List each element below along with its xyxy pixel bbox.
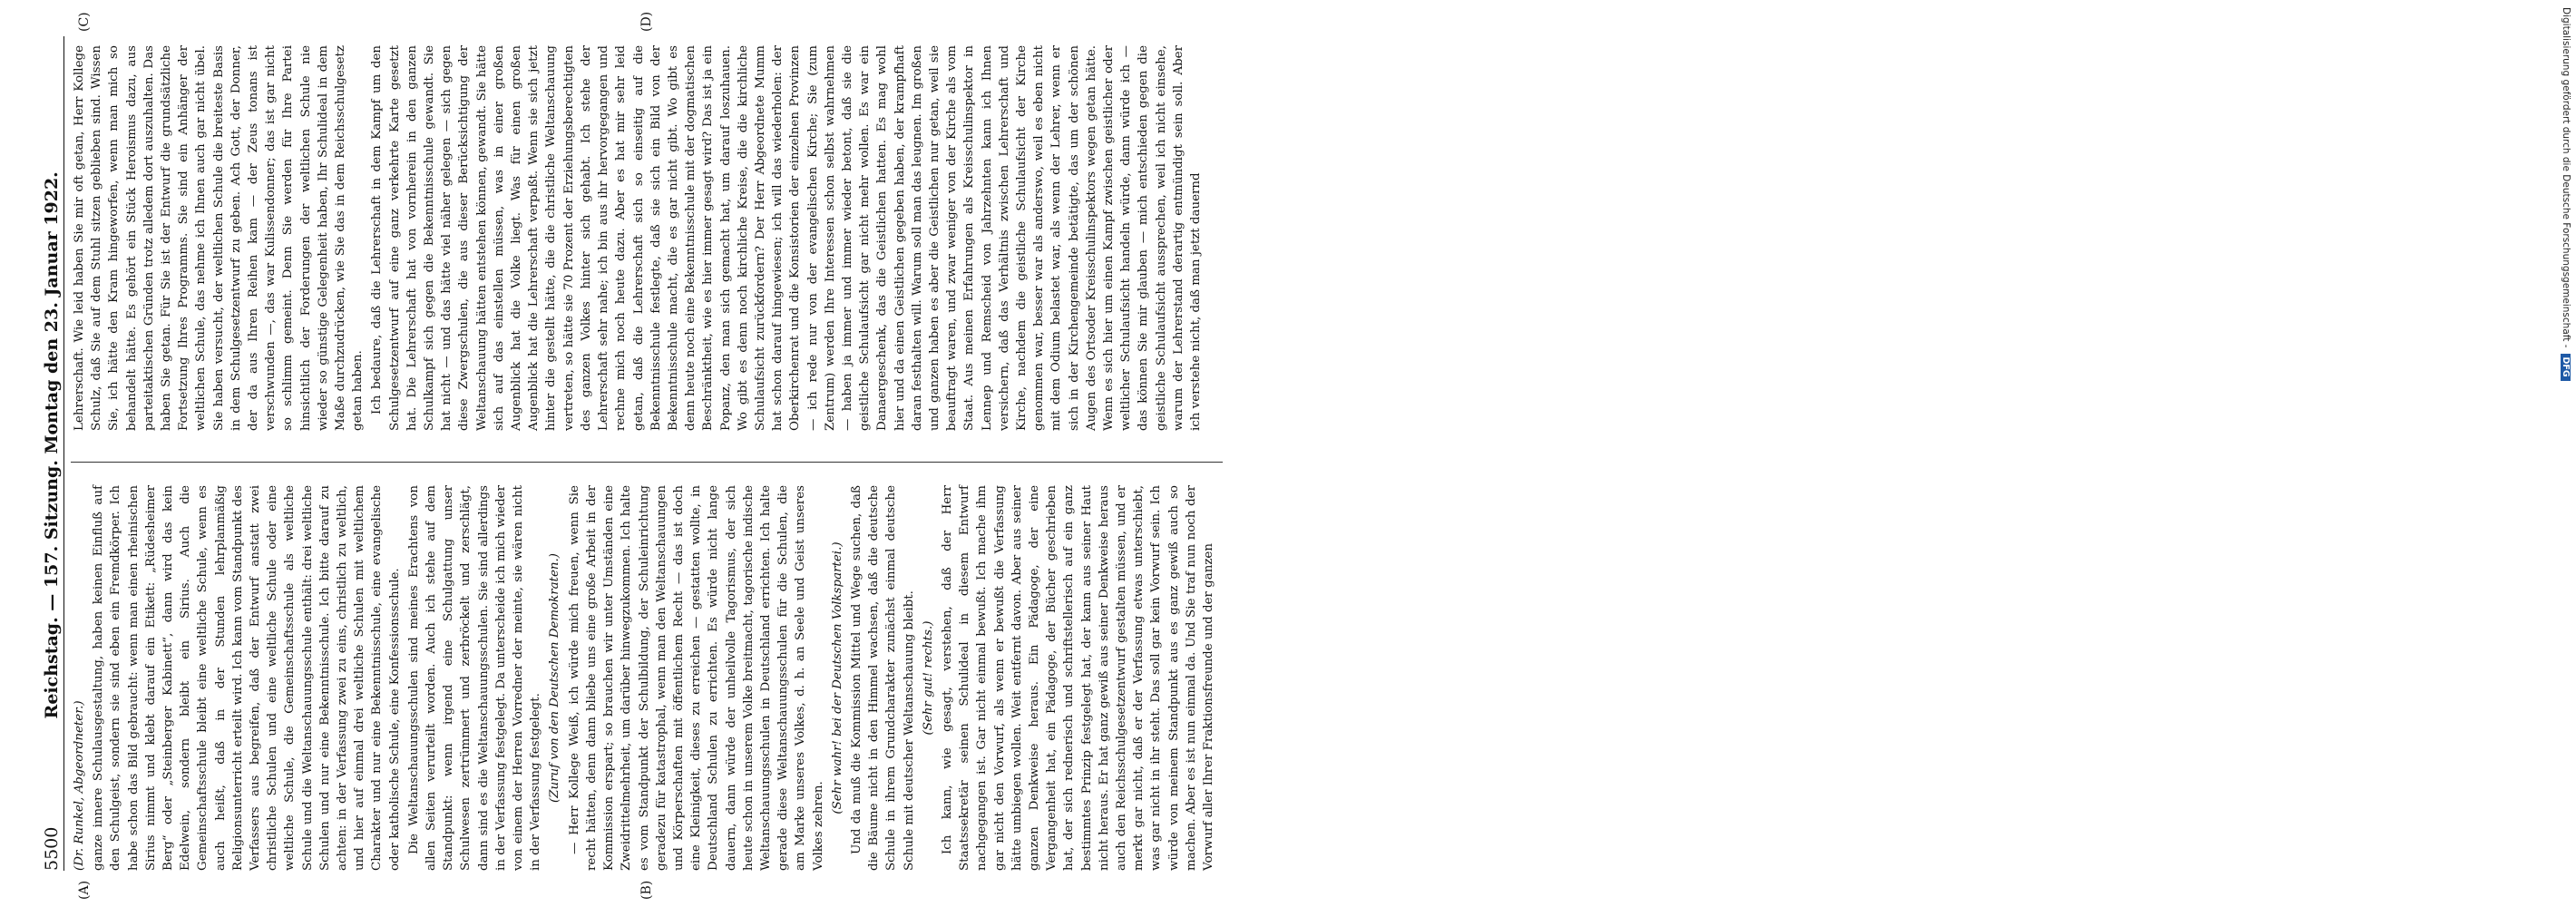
page-header — [34, 36, 64, 871]
rotated-page-content — [0, 0, 1274, 907]
margin-marker-b: (B) — [639, 880, 654, 900]
column-divider — [71, 462, 1223, 463]
paragraph: ganze innere Schulausgestaltung, haben keinen Einfluß auf den Schulgeist, sondern sie sind eben ein Fremdkörper. Ich habe schon das Bild gebraucht: wenn man einen rheinischen Sirius nimmt und klebt darauf ein Etikett: „Rüdesheimer Berg“ oder „Steinberger Kabinett“, dann wird das kein Edelwein, sondern bleibt ein Sirius. Auch die Gemeinschaftsschule bleibt eine weltliche Schule, wenn es auch heißt, daß in der Stunden lehrplanmäßig Religionsunterricht erteilt wird. Ich kann vom Standpunkt des Verfassers aus begreifen, daß der Entwurf anstatt zwei christliche Schulen und eine weltliche Schule oder eine weltliche Schule, die Gemeinschaftsschule als weltliche Schule und die Weltanschauungsschule enthält: drei weltliche Schulen und nur eine Bekenntnisschule. Ich bitte darauf zu achten: in der Verfassung zwei zu eins, christlich zu weltlich, und hier auf einmal drei weltliche Schulen mit weltlichem Charakter und nur eine Bekenntnisschule, eine evangelische oder katholische Schule, eine Konfessionsschule. — [92, 485, 402, 871]
paragraph: Die Weltanschauungsschulen sind meines Erachtens von allen Seiten verurteilt worden. Auch ich stehe auf dem Standpunkt: wenn irgend eine Schulgattung unser Schulwesen zertrümmert und zerbröckelt und zerschlägt, dann sind es die Weltanschauungsschulen. Sie sind allerdings in der Verfassung festgelegt. Da unterscheide ich mich wieder von einem der Herren Vorredner der meinte, sie wären nicht in der Verfassung festgelegt. — [406, 485, 543, 871]
right-column — [71, 45, 1232, 431]
paragraph: Ich kann, wie gesagt, verstehen, daß der Herr Staatssekretär seinen Schulideal in diesem Entwurf nachgegangen ist. Gar nicht einmal bewußt. Ich mache ihm gar nicht den Vorwurf, als wenn er bewußt die Verfassung hätte umbiegen wollen. Weit entfernt davon. Aber aus seiner ganzen Denkweise heraus. Ein Pädagoge, der eine Vergangenheit hat, ein Pädagoge, der Bücher geschrieben hat, der sich rednerisch und schriftstellerisch auf ein ganz bestimmtes Prinzip festgelegt hat, der kann aus seiner Haut nicht heraus. Er hat ganz gewiß aus seiner Denkweise heraus auch den Reichsschulgesetzentwurf gestalten müssen, und er merkt gar nicht, daß er der Verfassung etwas unterschiebt, was gar nicht in ihr steht. Das soll gar kein Vorwurf sein. Ich würde von meinem Standpunkt aus es ganz gewiß auch so machen. Aber es ist nun einmal da. Und Sie traf nun noch der Vorwurf aller Ihrer Fraktionsfreunde und der ganzen — [940, 485, 1215, 871]
left-column — [71, 485, 1232, 871]
credit-text: Digitalisierung gefördert durch die Deutsche Forschungsgemeinschaft - — [2561, 7, 2571, 348]
paragraph: Ich bedaure, daß die Lehrerschaft in dem Kampf um den Schulgesetzentwurf auf eine ganz verkehrte Karte gesetzt hat. Die Lehrerschaft hat von vornherein in den ganzen Schulkampf sich gegen die Bekenntnisschule gewandt. Sie hat nicht — und das hätte viel näher gelegen — sich gegen diese Zwergschulen, die aus dieser Berücksichtigung der Weltanschauung hätten entstehen können, gewandt. Sie hätte sich auf das einstellen müssen, was in einer großen Augenblick hat die Volke liegt. Was für einen großen Augenblick hat die Lehrerschaft verpaßt. Wenn sie sich jetzt hinter die gestellt hätte, die die christliche Weltanschauung vertreten, so hätte sie 70 Prozent der Erziehungsberechtigten des ganzen Volkes hinter sich gehabt. Ich stehe der Lehrerschaft sehr nahe; ich bin aus ihr hervorgegangen und rechne mich noch heute dazu. Aber es hat mir sehr leid getan, daß die Lehrerschaft sich so einseitig auf die Bekenntnisschule festlegte, daß sie sich ein Bild von der Bekenntnisschule macht, die es gar nicht gibt. Wo gibt es denn heute noch eine Bekenntnisschule mit der dogmatischen Beschränktheit, wie es hier immer gesagt wird? Das ist ja ein Popanz, den man sich gemacht hat, um darauf loszuhauen. Wo gibt es denn noch kirchliche Kreise, die die kirchliche Schulaufsicht zurückfordern? Der Herr Abgeordnete Mumm hat schon darauf hingewiesen; ich will das wiederholen: der Oberkirchenrat und die Konsistorien der einzelnen Provinzen — ich rede nur von der evangelischen Kirche; Sie (zum Zentrum) werden Ihre Interessen schon selbst wahrnehmen — haben ja immer und immer wieder betont, daß sie die geistliche Schulaufsicht gar nicht mehr wollen. Es war ein Danaergeschenk, das die Geistlichen hatten. Es mag wohl hier und da einen Geistlichen gegeben haben, der krampfhaft daran festhalten will. Warum soll man das leugnen. Im großen und ganzen haben es aber die Geistlichen nur getan, weil sie beauftragt waren, und zwar weniger von der Kirche als vom Staat. Aus meinen Erfahrungen als Kreisschulinspektor in Lennep und Remscheid von Jahrzehnten kann ich Ihnen versichern, daß das Verhältnis zwischen Lehrerschaft und Kirche, nachdem die geistliche Schulaufsicht der Kirche genommen war, besser war als anderswo, weil es eben nicht mit dem Odium belastet war, als wenn der Lehrer, wenn er sich in der Kirchengemeinde betätigte, das um der schönen Augen des Ortsoder Kreisschulinspektors wegen getan hätte. Wenn es sich hier um einen Kampf zwischen geistlicher oder weltlicher Schulaufsicht handeln würde, dann würde ich — das können Sie mir glauben — mich entschieden gegen die geistliche Schulaufsicht aussprechen, weil ich nicht einsehe, warum der Lehrerstand derartig entmündigt sein soll. Aber ich verstehe nicht, daß man jetzt dauernd — [370, 45, 1203, 431]
digitization-credit — [2556, 7, 2576, 715]
paragraph: — Herr Kollege Weiß, ich würde mich freuen, wenn Sie recht hätten, denn dann bliebe uns eine große Arbeit in der Kommission erspart; so brauchen wir unter Umständen eine Zweidrittelmehrheit, um darüber hinwegzukommen. Ich halte es vom Standpunkt der Schulbildung, der Schuleinrichtung geradezu für katastrophal, wenn man den Weltanschauungen und Körperschaften mit öffentlichem Recht — das ist doch eine Kleinigkeit, dieses zu erreichen — gestatten wollte, in Deutschland Schulen zu errichten. Es würde nicht lange dauern, dann würde der unheilvolle Tagorismus, der sich heute schon in unserem Volke breitmacht, tagorische indische Weltanschauungsschulen in Deutschland errichten. Ich halte gerade diese Weltanschauungsschulen für die Schulen, die am Marke unseres Volkes, d. h. an Seele und Geist unseres Volkes zehren. — [567, 485, 825, 871]
digitization-credit-strip — [1275, 0, 2571, 907]
interjection: (Zuruf von den Deutschen Demokraten.) — [548, 552, 562, 804]
margin-marker-c: (C) — [77, 12, 92, 32]
speaker-line: (Dr. Runkel, Abgeordneter.) — [73, 700, 86, 871]
interjection: (Sehr wahr! bei der Deutschen Volkspartei.) — [830, 541, 844, 814]
paragraph: Lehrerschaft. Wie leid haben Sie mir oft getan, Herr Kollege Schulz, daß Sie auf dem Stuhl sitzen geblieben sind. Wissen Sie, ich hätte den Kram hingeworfen, wenn man mich so behandelt hätte. Es gehört ein Stück Heroismus dazu, aus parteitaktischen Gründen trotz alledem dort auszuhalten. Das haben Sie getan. Für Sie ist der Entwurf die grundsätzliche Fortsetzung Ihres Programms. Sie sind ein Anhänger der weltlichen Schule, das nehme ich Ihnen auch gar nicht übel. Sie haben versucht, der weltlichen Schule die breiteste Basis in dem Schulgesetzentwurf zu geben. Ach Gott, der Donner, der da aus Ihren Reihen kam — der Zeus tonans ist verschwunden —, das war Kulissendonner; das ist gar nicht so schlimm gemeint. Denn Sie werden für Ihre Partei hinsichtlich der Forderungen der weltlichen Schule nie wieder so günstige Gelegenheit haben, Ihr Schulideal in dem Maße durchzudrücken, wie Sie das in dem Reichsschulgesetz getan haben. — [73, 45, 366, 431]
dfg-logo: DFG — [2561, 354, 2571, 381]
page-running-title: Reichstag. — 157. Sitzung. Montag den 23. Januar 1922. — [42, 171, 62, 719]
margin-marker-d: (D) — [639, 11, 654, 32]
interjection: (Sehr gut! rechts.) — [921, 620, 935, 736]
page-number: 5500 — [42, 826, 62, 871]
paragraph: Und da muß die Kommission Mittel und Wege suchen, daß die Bäume nicht in den Himmel wachsen, daß die deutsche Schule in ihrem Grundcharakter zunächst einmal deutsche Schule mit deutscher Weltanschauung bleibt. — [849, 485, 916, 871]
margin-marker-a: (A) — [77, 880, 92, 900]
